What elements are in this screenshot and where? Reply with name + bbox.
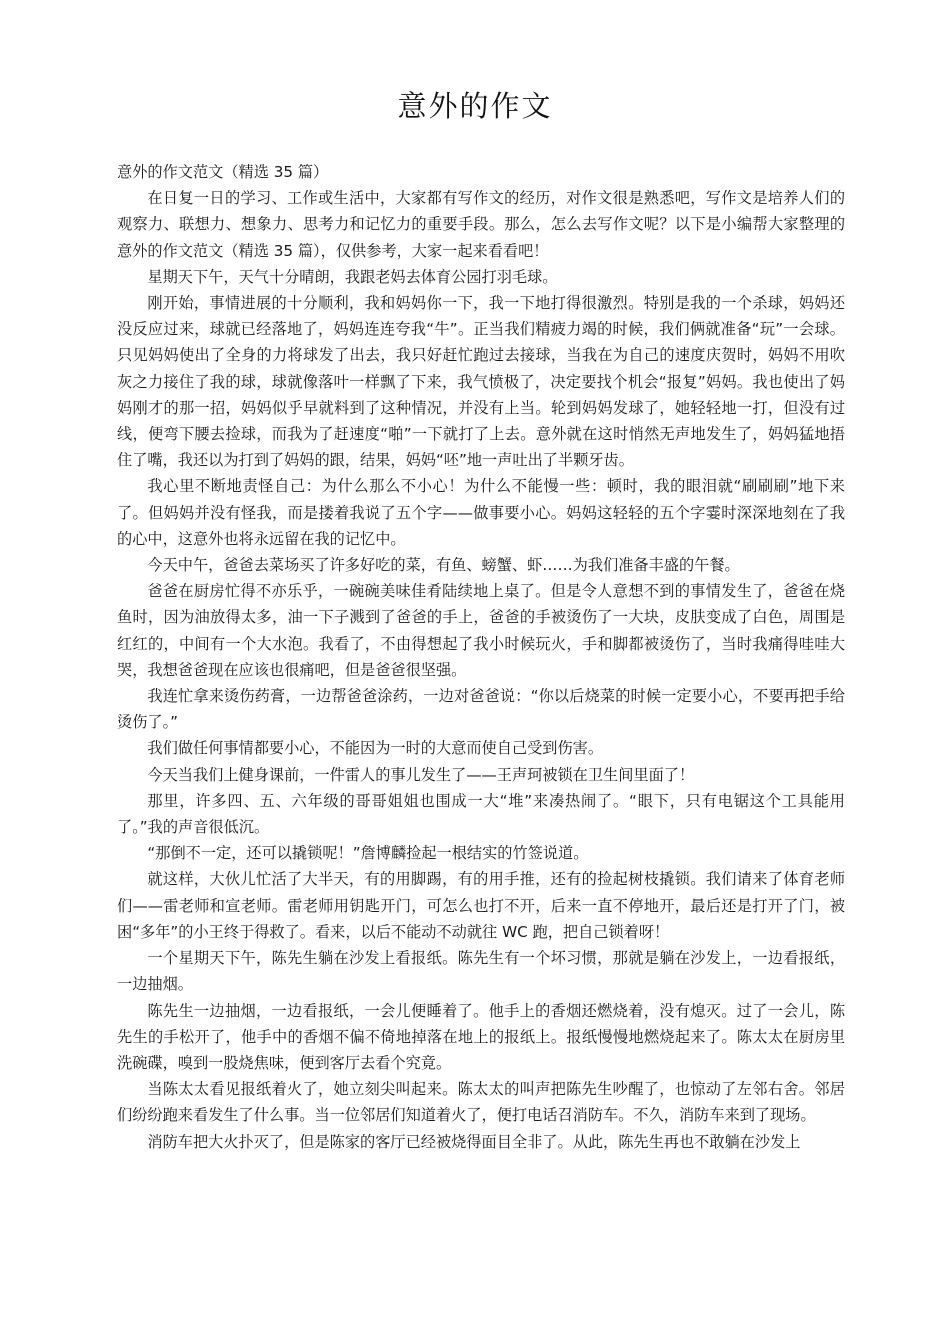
paragraph: 我们做任何事情都要小心，不能因为一时的大意而使自己受到伤害。: [147, 739, 604, 758]
paragraph: 一个星期天下午，陈先生躺在沙发上看报纸。陈先生有一个坏习惯，那就是躺在沙发上，一边看报纸，一边抽烟。: [117, 949, 845, 994]
paragraph: 当陈太太看见报纸着火了，她立刻尖叫起来。陈太太的叫声把陈先生吵醒了，也惊动了左邻右舍。邻居们纷纷跑来看发生了什么事。当一位邻居们知道着火了，便打电话召消防车。不久，消防车来到了现场。: [117, 1080, 845, 1125]
paragraph: 陈先生一边抽烟，一边看报纸，一会儿便睡着了。他手上的香烟还燃烧着，没有熄灭。过了一会儿，陈先生的手松开了，他手中的香烟不偏不倚地掉落在地上的报纸上。报纸慢慢地燃烧起来了。陈太太在厨房里洗碗碟，嗅到一股烧焦味，便到客厅去看个究竟。: [117, 1001, 845, 1072]
paragraph: 我心里不断地责怪自己：为什么那么不小心！为什么不能慢一些：顿时，我的眼泪就“刷刷刷”地下来了。但妈妈并没有怪我，而是搂着我说了五个字——做事要小心。妈妈这轻轻的五个字霎时深深地刻在了我的心中，这意外也将永远留在我的记忆中。: [117, 477, 845, 548]
paragraph-subtitle: 意外的作文范文（精选 35 篇）: [117, 163, 329, 181]
paragraph: 刚开始，事情进展的十分顺利，我和妈妈你一下，我一下地打得很激烈。特别是我的一个杀球，妈妈还没反应过来，球就已经落地了，妈妈连连夸我“牛”。正当我们精疲力竭的时候，我们俩就准备“玩”一会球。只见妈妈使出了全身的力将球发了出去，我只好赶忙跑过去接球，当我在为自己的速度庆贺时，妈妈不用吹灰之力接住了我的球，球就像落叶一样飘了下来，我气愤极了，决定要找个机会“报复”妈妈。我也使出了妈妈刚才的那一招，妈妈似乎早就料到了这种情况，并没有上当。轮到妈妈发球了，她轻轻地一打，但没有过线，便弯下腰去捡球，而我为了赶速度“啪”一下就打了上去。意外就在这时悄然无声地发生了，妈妈猛地捂住了嘴，我还以为打到了妈妈的跟，结果，妈妈“呸”地一声吐出了半颗牙齿。: [117, 294, 845, 470]
paragraph: 爸爸在厨房忙得不亦乐乎，一碗碗美味佳肴陆续地上桌了。但是令人意想不到的事情发生了，爸爸在烧鱼时，因为油放得太多，油一下子溅到了爸爸的手上，爸爸的手被烫伤了一大块，皮肤变成了白色，周围是红红的，中间有一个大水泡。我看了，不由得想起了我小时候玩火，手和脚都被烫伤了，当时我痛得哇哇大哭，我想爸爸现在应该也很痛吧，但是爸爸很坚强。: [117, 582, 845, 679]
paragraph: 今天当我们上健身课前，一件雷人的事儿发生了——王声珂被锁在卫生间里面了！: [147, 765, 695, 784]
document-title: 意外的作文: [397, 89, 553, 123]
document-body: [117, 159, 845, 1155]
paragraph: “那倒不一定，还可以撬锁呢！”詹博麟捡起一根结实的竹签说道。: [147, 844, 589, 863]
paragraph: 就这样，大伙儿忙活了大半天，有的用脚踢，有的用手推，还有的捡起树枝撬锁。我们请来了体育老师们——雷老师和宣老师。雷老师用钥匙开门，可怎么也打不开，后来一直不停地开，最后还是打开了门，被困“多年”的小王终于得救了。看来，以后不能动不动就往 WC 跑，把自己锁着呀！: [117, 870, 845, 941]
paragraph: 我连忙拿来烫伤药膏，一边帮爸爸涂药，一边对爸爸说：“你以后烧菜的时候一定要小心，不要再把手给烫伤了。”: [117, 687, 845, 732]
paragraph: 消防车把大火扑灭了，但是陈家的客厅已经被烧得面目全非了。从此，陈先生再也不敢躺在沙发上: [147, 1132, 801, 1151]
paragraph: 在日复一日的学习、工作或生活中，大家都有写作文的经历，对作文很是熟悉吧，写作文是培养人们的观察力、联想力、想象力、思考力和记忆力的重要手段。那么，怎么去写作文呢？以下是小编帮大家整理的意外的作文范文（精选 35 篇），仅供参考，大家一起来看看吧！: [117, 189, 845, 260]
paragraph: 那里，许多四、五、六年级的哥哥姐姐也围成一大“堆”来凑热闹了。“眼下，只有电锯这个工具能用了。”我的声音很低沉。: [117, 791, 845, 837]
paragraph: 星期天下午，天气十分晴朗，我跟老妈去体育公园打羽毛球。: [147, 267, 558, 286]
paragraph: 今天中午，爸爸去菜场买了许多好吃的菜，有鱼、螃蟹、虾……为我们准备丰盛的午餐。: [147, 556, 740, 575]
